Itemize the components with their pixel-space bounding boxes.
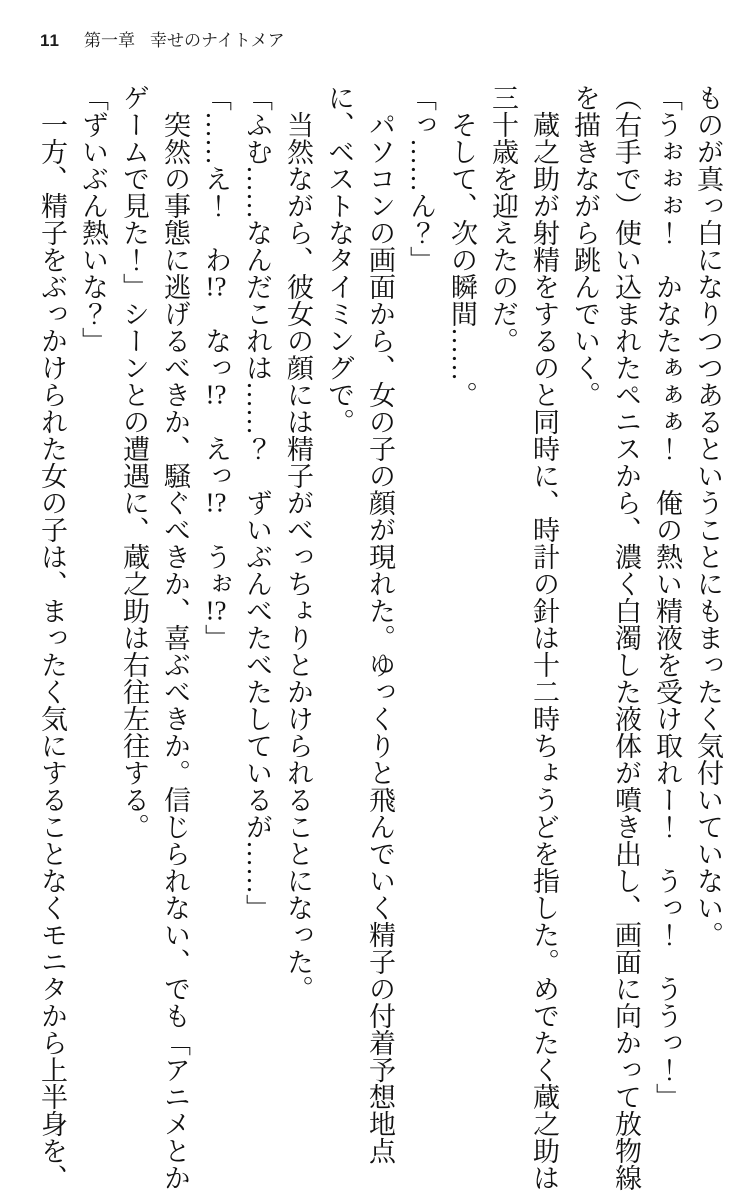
exclamation-question-mark: !? [205, 381, 227, 408]
paragraph: そして、次の瞬間……。 [447, 111, 477, 408]
chapter-title: 幸せのナイトメア [149, 31, 285, 50]
paragraph: 「……え！ わ!? なっ!? えっ!? うぉ!?」 [201, 84, 231, 651]
paragraph: 「うぉぉぉ！ かなたぁぁぁ！ 俺の熱い精液を受け取れー！ うっ！ ううっ！」 [652, 84, 682, 1110]
paragraph: 「っ……ん？」 [406, 84, 436, 273]
paragraph: （右手で）使い込まれたペニスから、濃く白濁した液体が噴き出し、画面に向かって放物線を描きながら跳んでいく。 [570, 84, 641, 1191]
paragraph: 一方、精子をぶっかけられた女の子は、まったく気にすることなくモニタから上半身を、 [37, 111, 67, 1191]
paragraph: 「ずいぶん熱いな？」 [78, 84, 108, 354]
paragraph: 当然ながら、彼女の顔には精子がべっちょりとかけられることになった。 [283, 111, 313, 1002]
exclamation-question-mark: !? [205, 273, 227, 300]
page-number: 11 [40, 31, 60, 50]
paragraph: パソコンの画面から、女の子の顔が現れた。ゆっくりと飛んでいく精子の付着予想地点に、ベストなタイミングで。 [324, 84, 395, 1164]
paragraph: ものが真っ白になりつつあるということにもまったく気付いていない。 [693, 84, 723, 948]
exclamation-question-mark: !? [205, 597, 227, 624]
paragraph: 「ふむ……なんだこれは……？ ずいぶんべたべたしているが……」 [242, 84, 272, 921]
page-body [31, 84, 728, 1196]
chapter-label: 第一章 [83, 31, 135, 50]
page-header [40, 32, 285, 49]
paragraph: 突然の事態に逃げるべきか、騒ぐべきか、喜ぶべきか。信じられない、でも「アニメとかゲームで見た！」シーンとの遭遇に、蔵之助は右往左往する。 [119, 84, 190, 1191]
paragraph: 蔵之助が射精をするのと同時に、時計の針は十二時ちょうどを指した。めでたく蔵之助は三十歳を迎えたのだ。 [488, 84, 559, 1191]
exclamation-question-mark: !? [205, 489, 227, 516]
